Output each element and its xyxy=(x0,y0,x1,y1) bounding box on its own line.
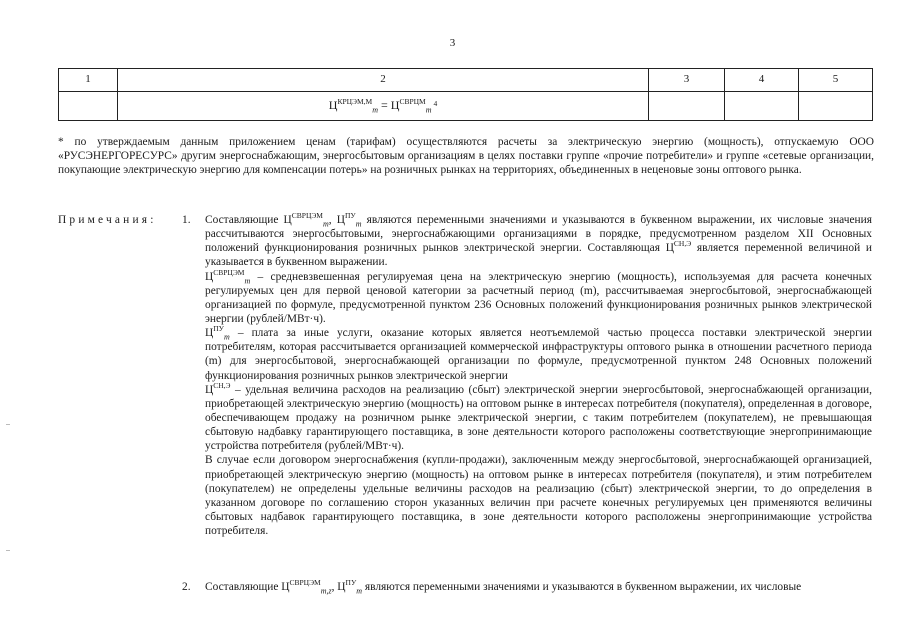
note-number: 2. xyxy=(182,581,191,593)
note-1-paragraph: $Ц^{ПУ}_m$ – плата за иные услуги, оказание которых является неотъемлемой частью процесса поставки электрической энергии потребителям, которая рассчитывается организацией коммерческой инфраструктуры оптового рынка в отношении расчетного периода (m) для энергосбытовой, энергоснабжающей организации по формуле, предусмотренной пунктом 248 Основных положений функционирования розничных рынков электрической энергии xyxy=(205,324,872,382)
note-1-paragraph: $Ц^{СВРЦЭМ}_m$ – средневзвешенная регулируемая цена на электрическую энергию (мощность), используемая для расчета конечных регулируемых цен для первой ценовой категории за расчетный период (m), рассчитываемая энергосбытовой, энергоснабжающей организацией по формуле, предусмотренной пунктом 236 Основных положений функционирования розничных рынков электрической энергии (рублей/МВт·ч). xyxy=(205,267,872,325)
table-header-row xyxy=(59,69,873,92)
table-header-cell: 1 xyxy=(59,69,118,92)
tariff-table xyxy=(58,68,873,121)
table-row xyxy=(59,92,873,121)
footnote: * по утверждаемым данным приложением ценам (тарифам) осуществляются расчеты за электрическую энергию (мощность), отпускаемую ООО «РУСЭНЕРГОРЕСУРС» другим энергоснабжающим, энергосбытовым организациям в целях поставки группе «прочие потребители» и группе «сетевые организации, покупающие электрическую энергию для компенсации потерь» на розничных рынках на территориях, объединенных в неценовые зоны оптового рынка. xyxy=(58,136,874,177)
table-header-cell: 4 xyxy=(725,69,799,92)
table-cell xyxy=(799,92,873,121)
table-cell xyxy=(649,92,725,121)
note-1-paragraph: $Ц^{СН,Э}$ – удельная величина расходов на реализацию (сбыт) электрической энергии энергосбытовой, энергоснабжающей организации, приобретающей электрическую энергию (мощность) на оптовом рынке в интересах потребителя (покупателя), определенная в договоре, обеспечивающем продажу на розничном рынке электрической энергии, с таким потребителем (покупателем), не превышающая сбытовую надбавку гарантирующего поставщика, в зоне деятельности которого расположены соответствующие энергопринимающие устройства потребителя (рублей/МВт·ч). xyxy=(205,380,872,453)
scan-mark xyxy=(6,550,10,551)
note-2 xyxy=(205,580,872,594)
table-cell xyxy=(725,92,799,121)
note-1-paragraph: В случае если договором энергоснабжения (купли-продажи), заключенным между энергосбытовой, энергоснабжающей организацией, приобретающей электрическую энергию (мощность) на оптовом рынке в интересах потребителя (покупателя), и этим потребителем (покупателем) не определены удельные величины расходов на реализацию (сбыт) электрической энергии, то до определения в указанном договоре по соглашению сторон указанных величин при расчете конечных регулируемых цен применяются величины сбытовых надбавок гарантирующего поставщика, в зоне деятельности которого расположены энергопринимающие устройства потребителя. xyxy=(205,454,872,538)
notes-label: Примечания: xyxy=(58,214,157,226)
table-header-cell: 5 xyxy=(799,69,873,92)
table-header-cell: 3 xyxy=(649,69,725,92)
footnote-ref: 4 xyxy=(433,99,438,109)
note-number: 1. xyxy=(182,214,191,226)
scan-mark xyxy=(6,424,10,425)
note-1-paragraph: Составляющие $Ц^{СВРЦЭМ}_m$, $Ц^{ПУ}_m$ являются переменными значениями и указываются в буквенном выражении, их числовые значения рассчитываются энергосбытовыми, энергоснабжающими организациями в порядке, предусмотренном разделом XII Основных положений функционирования розничных рынков электрической энергии. Составляющая $Ц^{СН,Э}$ является переменной величиной и указывается в буквенном выражении. xyxy=(205,211,872,269)
table-cell xyxy=(59,92,118,121)
note-2-paragraph: Составляющие $Ц^{СВРЦЭМ}_{m,z}$, $Ц^{ПУ}_m$ являются переменными значениями и указываются в буквенном выражении, их числовые xyxy=(205,578,802,596)
formula: $Ц^{КРЦЭМ,М}_m = Ц^{СВРЦМ}_m^4$ xyxy=(328,97,438,115)
page-number: 3 xyxy=(449,37,456,49)
formula-cell xyxy=(118,92,649,121)
note-1 xyxy=(205,213,872,538)
table-header-cell: 2 xyxy=(118,69,649,92)
